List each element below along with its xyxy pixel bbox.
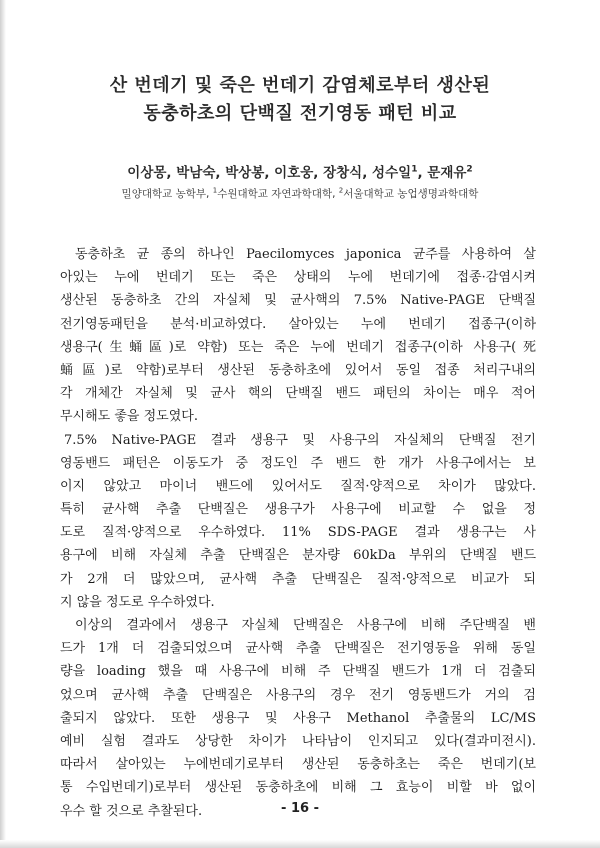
body-line: 아있는 누에 번데기 또는 죽은 상태의 누에 번데기에 접종·감염시켜 <box>60 270 536 286</box>
affiliation-mark-2: 2 <box>338 186 344 195</box>
scan-shadow-left <box>0 0 6 848</box>
title-line-2: 동충하초의 단백질 전기영동 패턴 비교 <box>143 103 457 124</box>
body-line: 도로 질적·양적으로 우수하였다. 11% SDS-PAGE 결과 생용구는 사 <box>60 525 536 541</box>
page-number: - 16 - <box>281 801 319 816</box>
body-line: 예비 실험 결과도 상당한 차이가 나타남이 인지되고 있다(결과미전시). <box>60 733 536 749</box>
scan-shadow-bottom <box>0 840 600 848</box>
affiliation-1: 수원대학교 자연과학대학, <box>217 188 339 200</box>
body-line: 이상의 결과에서 생용구 자실체 단백질은 사용구에 비해 주단백질 밴 <box>75 618 536 633</box>
body-line: 동충하초 균 종의 하나인 Paecilomyces japonica 균주를 사용하여 살 <box>75 247 536 262</box>
body-line: 각 개체간 자실체 및 균사 핵의 단백질 밴드 패턴의 차이는 매우 적어 <box>60 386 536 402</box>
abstract-body <box>60 243 536 823</box>
body-line: 출되지 않았다. 또한 생용구 및 사용구 Methanol 추출물의 LC/MS <box>60 710 536 726</box>
body-line: 蛹區)로 약함)로부터 생산된 동충하초에 있어서 동일 접종 처리구내의 <box>60 362 536 378</box>
body-line: 지 않을 정도로 우수하였다. <box>60 594 215 610</box>
body-line: 었으며 균사핵 추출 단백질은 사용구의 경우 전기 영동밴드가 거의 검 <box>60 687 536 703</box>
body-line: 영동밴드 패턴은 이동도가 중 정도인 주 밴드 한 개가 사용구에서는 보 <box>60 455 536 471</box>
author-list <box>20 161 580 181</box>
body-line: 이지 않았고 마이너 밴드에 있어서도 질적·양적으로 차이가 많았다. <box>60 478 536 494</box>
body-line: 통 수입번데기)로부터 생산된 동충하초에 비해 그 효능이 비할 바 없이 <box>60 780 536 796</box>
affiliation-0: 밀양대학교 농학부, <box>121 188 213 200</box>
title-line-1: 산 번데기 및 죽은 번데기 감염체로부터 생산된 <box>109 75 491 96</box>
body-line: 량을 loading 했을 때 사용구에 비해 주 단백질 밴드가 1개 더 검출되 <box>60 664 536 680</box>
body-line: 따라서 살아있는 누에번데기로부터 생산된 동충하초는 죽은 번데기(보 <box>60 757 536 773</box>
body-line: 7.5% Native-PAGE 결과 생용구 및 사용구의 자실체의 단백질 전기 <box>64 432 536 448</box>
body-line: 특히 균사핵 추출 단백질은 생용구가 사용구에 비교할 수 없을 정 <box>60 502 536 518</box>
body-line: 생산된 동충하초 간의 자실체 및 균사핵의 7.5% Native-PAGE 단백질 <box>60 293 536 309</box>
author-names: 이상몽, 박남숙, 박상봉, 이호웅, 장창식, 성수일 <box>127 165 412 181</box>
affiliations <box>20 186 580 201</box>
body-line: 무시해도 좋을 정도였다. <box>60 409 198 425</box>
author-affiliation-mark-1: 1 <box>411 164 418 175</box>
affiliation-2: 서울대학교 농업생명과학대학 <box>343 188 479 200</box>
author-last: 문재유 <box>427 165 467 181</box>
body-line: 용구에 비해 자실체 추출 단백질은 분자량 60kDa 부위의 단백질 밴드 <box>60 548 536 564</box>
author-separator: , <box>417 165 428 181</box>
affiliation-mark-1: 1 <box>212 186 218 195</box>
body-line: 우수 할 것으로 추찰된다. <box>60 803 203 819</box>
body-line: 가 2개 더 많았으며, 균사핵 추출 단백질은 질적·양적으로 비교가 되 <box>60 571 536 587</box>
author-affiliation-mark-2: 2 <box>466 164 473 175</box>
body-line: 드가 1개 더 검출되었으며 균사핵 추출 단백질은 전기영동을 위해 동일 <box>60 641 536 657</box>
body-line: 생용구(生蛹區)로 약함) 또는 죽은 누에 번데기 접종구(이하 사용구(死 <box>60 339 536 355</box>
body-line: 전기영동패턴을 분석·비교하였다. 살아있는 누에 번데기 접종구(이하 <box>60 316 536 332</box>
